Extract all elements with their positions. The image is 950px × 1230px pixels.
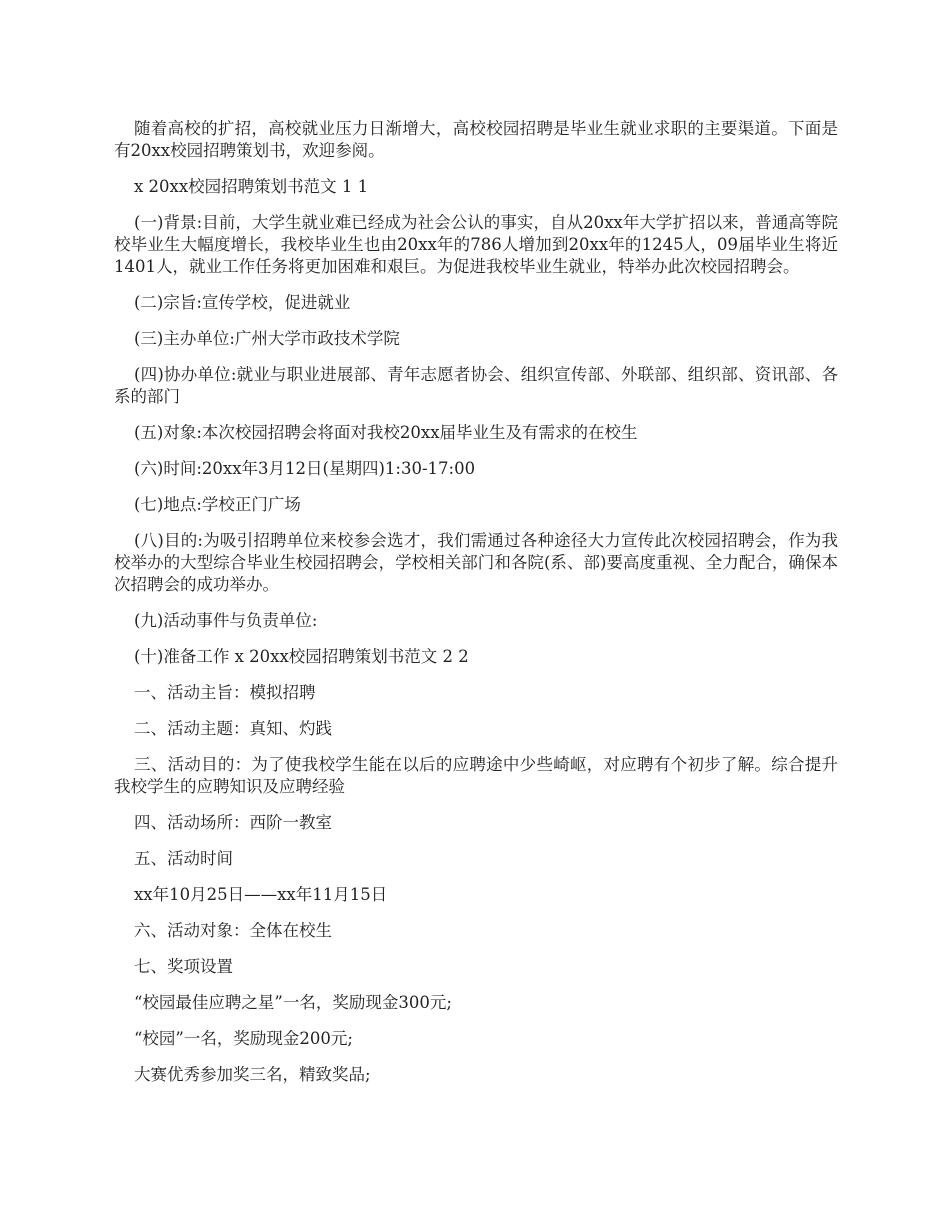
award-item-2: “校园”一名，奖励现金200元; bbox=[134, 1029, 353, 1048]
activity-time-heading: 五、活动时间 bbox=[134, 849, 233, 868]
award-item-1: “校园最佳应聘之星”一名，奖励现金300元; bbox=[134, 993, 452, 1012]
activity-aim: 一、活动主旨：模拟招聘 bbox=[134, 683, 316, 702]
events-paragraph: (九)活动事件与负责单位: bbox=[134, 611, 318, 630]
goal-paragraph: (八)目的:为吸引招聘单位来校参会选才，我们需通过各种途径大力宣传此次校园招聘会，作为我校举办的大型综合毕业生校园招聘会，学校相关部门和各院(系、部)要高度重视、全力配合，确保本次招聘会的成功举办。 bbox=[114, 531, 838, 594]
section-heading-1: x 20xx校园招聘策划书范文 1 1 bbox=[134, 177, 369, 196]
activity-theme: 二、活动主题：真知、灼践 bbox=[134, 719, 332, 738]
document-body bbox=[114, 118, 838, 1100]
activity-venue: 四、活动场所：西阶一教室 bbox=[134, 813, 332, 832]
activity-participants: 六、活动对象：全体在校生 bbox=[134, 921, 332, 940]
audience-paragraph: (五)对象:本次校园招聘会将面对我校20xx届毕业生及有需求的在校生 bbox=[134, 423, 638, 442]
award-item-3: 大赛优秀参加奖三名，精致奖品; bbox=[134, 1065, 371, 1084]
activity-purpose: 三、活动目的：为了使我校学生能在以后的应聘途中少些崎岖，对应聘有个初步了解。综合提升我校学生的应聘知识及应聘经验 bbox=[114, 755, 838, 796]
intro-paragraph: 随着高校的扩招，高校就业压力日渐增大，高校校园招聘是毕业生就业求职的主要渠道。下面是有20xx校园招聘策划书，欢迎参阅。 bbox=[114, 119, 838, 160]
awards-heading: 七、奖项设置 bbox=[134, 957, 233, 976]
location-paragraph: (七)地点:学校正门广场 bbox=[134, 495, 301, 514]
purpose-paragraph: (二)宗旨:宣传学校，促进就业 bbox=[134, 293, 351, 312]
background-paragraph: (一)背景:目前，大学生就业难已经成为社会公认的事实，自从20xx年大学扩招以来，普通高等院校毕业生大幅度增长，我校毕业生也由20xx年的786人增加到20xx年的1245人，09届毕业生将近1401人，就业工作任务将更加困难和艰巨。为促进我校毕业生就业，特举办此次校园招聘会。 bbox=[114, 213, 838, 276]
section-heading-2: (十)准备工作 x 20xx校园招聘策划书范文 2 2 bbox=[134, 647, 469, 666]
activity-date-range: xx年10月25日——xx年11月15日 bbox=[134, 885, 388, 904]
co-organizer-paragraph: (四)协办单位:就业与职业进展部、青年志愿者协会、组织宣传部、外联部、组织部、资讯部、各系的部门 bbox=[114, 365, 838, 406]
time-paragraph: (六)时间:20xx年3月12日(星期四)1:30-17:00 bbox=[134, 459, 476, 478]
organizer-paragraph: (三)主办单位:广州大学市政技术学院 bbox=[134, 329, 400, 348]
